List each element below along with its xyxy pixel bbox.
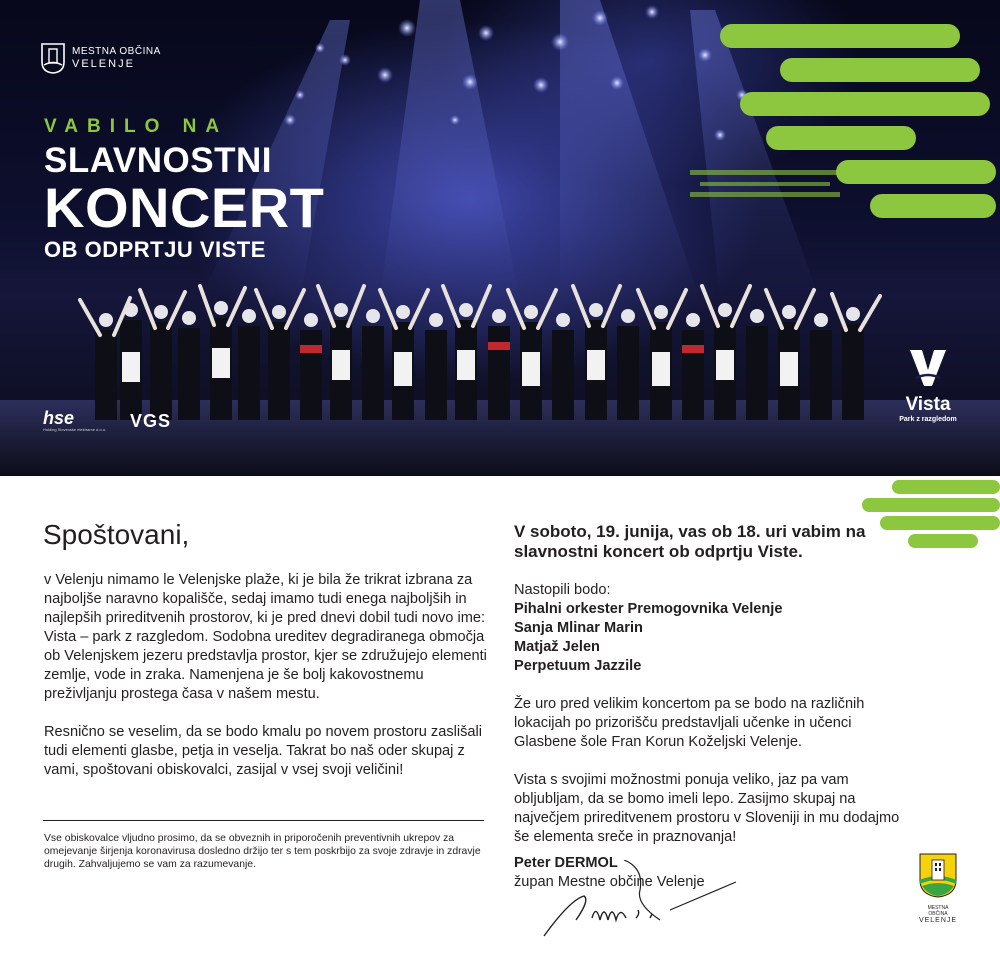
logo-line-1: MESTNA OBČINA <box>72 45 161 57</box>
letter-body-right <box>514 522 904 847</box>
logo-line-2: VELENJE <box>72 57 135 70</box>
headline-line-1: SLAVNOSTNI <box>44 141 272 180</box>
headline <box>44 116 324 264</box>
letter-body-left <box>44 571 492 780</box>
performers-intro: Nastopili bodo: <box>514 582 611 598</box>
vista-logo <box>888 348 968 425</box>
sponsor-hse-name: hse <box>43 408 75 428</box>
municipality-crest-color-icon <box>918 852 958 898</box>
performers-block <box>514 581 904 676</box>
paragraph-school: Že uro pred velikim koncertom pa se bodo na različnih lokacijah po prizorišču predstavljali učenke in učenci Glasbene šole Fran Korun Koželjski Velenje. <box>514 696 865 750</box>
paragraph-closing: Vista s svojimi možnostmi ponuja veliko, jaz pa vam obljubljam, da se bomo imeli lepo. Zasijmo skupaj na največjem prireditvenem prostoru v Sloveniji in mu dodajmo še elementa sreče in praznovanja! <box>514 772 900 845</box>
paragraph-intro: v Velenju nimamo le Velenjske plaže, ki je bila že trikrat izbrana za najboljše naravno kopališče, sedaj imamo tudi enega najboljših in najlepših prireditvenih prostorov, ki je pred dnevi dobil tudi novo ime: Vista – park z razgledom. Sodobna ureditev degradiranega območja ob Velenjskem jezeru predstavlja prostor, kjer se združujejo elementi zemlje, vode in zraka. Namenjena je še bolj kakovostnemu preživljanju prostega časa v našem mestu. <box>44 572 487 702</box>
vista-v-icon <box>906 348 950 388</box>
sponsor-vgs-logo: VGS <box>130 411 172 431</box>
performer-item: Matjaž Jelen <box>514 639 600 655</box>
signer-title: župan Mestne občine Velenje <box>514 874 705 890</box>
crest-line-2: VELENJE <box>918 917 958 924</box>
crest-line-1: MESTNA OBČINA <box>927 905 949 917</box>
sponsor-hse-subtitle: Holding Slovenske elektrarne d.o.o. <box>43 427 107 432</box>
invitation-text: V soboto, 19. junija, vas ob 18. uri vabim na slavnostni koncert ob odprtju Viste. <box>514 522 866 561</box>
headline-line-2: KONCERT <box>44 176 325 239</box>
performer-item: Sanja Mlinar Marin <box>514 620 643 636</box>
vista-name: Vista <box>905 394 951 415</box>
handwritten-signature <box>540 860 740 940</box>
performer-item: Perpetuum Jazzile <box>514 658 642 674</box>
municipality-crest-icon <box>40 42 66 74</box>
signer-name: Peter DERMOL <box>514 855 618 871</box>
covid-note: Vse obiskovalce vljudno prosimo, da se obveznih in priporočenih preventivnih ukrepov za omejevanje širjenja koronavirusa dosledno držijo ter s tem poskrbijo za svoje zdravje in zdravje drugih. Zahvaljujemo se vam za razumevanje. <box>44 833 481 871</box>
performer-item: Pihalni orkester Premogovnika Velenje <box>514 601 783 617</box>
greeting: Spoštovani, <box>43 519 190 550</box>
hero-banner <box>0 0 1000 476</box>
paragraph-joy: Resnično se veselim, da se bodo kmalu po novem prostoru zaslišali tudi elementi glasbe, petja in veselja. Takrat bo naš oder skupaj z vami, spoštovani obiskovalci, zasijal v vsej svoji veličini! <box>44 724 483 778</box>
headline-kicker: VABILO NA <box>44 116 229 137</box>
divider <box>43 820 484 821</box>
municipality-crest <box>918 852 958 925</box>
vista-tagline: Park z razgledom <box>899 416 957 423</box>
municipality-logo <box>40 42 161 74</box>
sponsor-hse-logo <box>43 409 106 433</box>
headline-line-3: OB ODPRTJU VISTE <box>44 237 266 262</box>
